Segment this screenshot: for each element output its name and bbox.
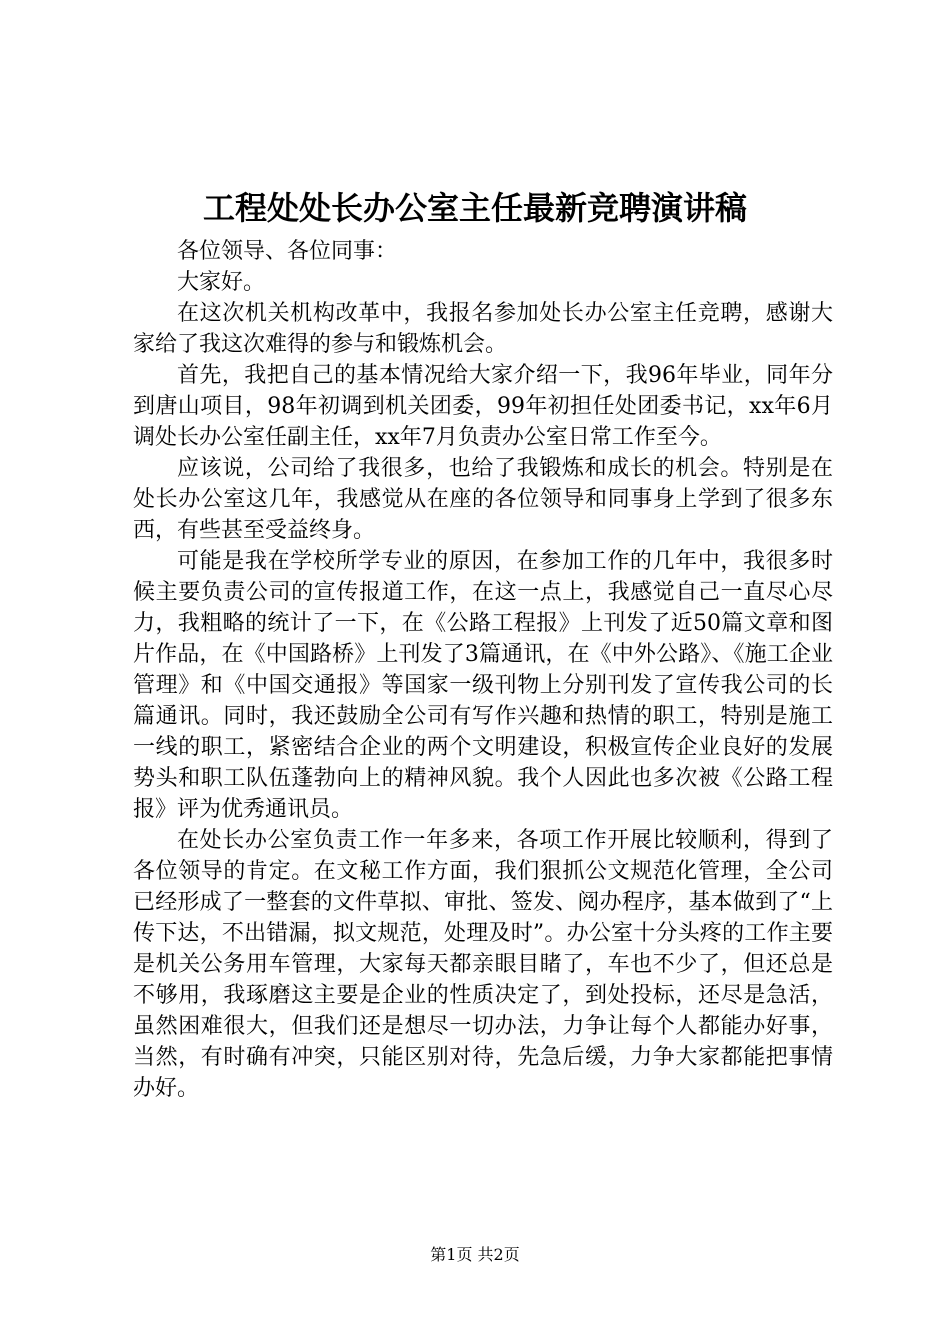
document-title: 工程处处长办公室主任最新竞聘演讲稿 bbox=[202, 189, 747, 227]
page-footer: 第1页 共2页 bbox=[430, 1245, 520, 1264]
document-body bbox=[133, 236, 833, 1104]
paragraph-intro: 在这次机关机构改革中，我报名参加处长办公室主任竞聘，感谢大家给了我这次难得的参与和锻炼机会。 bbox=[133, 301, 833, 357]
paragraph-office-work: 在处长办公室负责工作一年多来，各项工作开展比较顺利，得到了各位领导的肯定。在文秘工作方面，我们狠抓公文规范化管理，全公司已经形成了一整套的文件草拟、审批、签发、阅办程序，基本做到了“上传下达，不出错漏，拟文规范，处理及时”。办公室十分头疼的工作主要是机关公务用车管理，大家每天都亲眼目睹了，车也不少了，但还总是不够用，我琢磨这主要是企业的性质决定了，到处投标，还尽是急活，虽然困难很大，但我们还是想尽一切办法，力争让每个人都能办好事，当然，有时确有冲突，只能区别对待，先急后缓，力争大家都能把事情办好。 bbox=[133, 828, 833, 1101]
greeting: 大家好。 bbox=[177, 270, 266, 295]
paragraph-background: 首先，我把自己的基本情况给大家介绍一下，我96年毕业，同年分到唐山项目，98年初调到机关团委，99年初担任处团委书记，xx年6月调处长办公室任副主任，xx年7月负责办公室日常工作至今。 bbox=[133, 363, 833, 450]
salutation: 各位领导、各位同事： bbox=[177, 239, 398, 264]
paragraph-growth: 应该说，公司给了我很多，也给了我锻炼和成长的机会。特别是在处长办公室这几年，我感觉从在座的各位领导和同事身上学到了很多东西，有些甚至受益终身。 bbox=[133, 456, 833, 543]
paragraph-publicity: 可能是我在学校所学专业的原因，在参加工作的几年中，我很多时候主要负责公司的宣传报道工作，在这一点上，我感觉自己一直尽心尽力，我粗略的统计了一下，在《公路工程报》上刊发了近50篇文章和图片作品，在《中国路桥》上刊发了3篇通讯，在《中外公路》、《施工企业管理》和《中国交通报》等国家一级刊物上分别刊发了宣传我公司的长篇通讯。同时，我还鼓励全公司有写作兴趣和热情的职工，特别是施工一线的职工，紧密结合企业的两个文明建设，积极宣传企业良好的发展势头和职工队伍蓬勃向上的精神风貌。我个人因此也多次被《公路工程报》评为优秀通讯员。 bbox=[133, 549, 833, 822]
